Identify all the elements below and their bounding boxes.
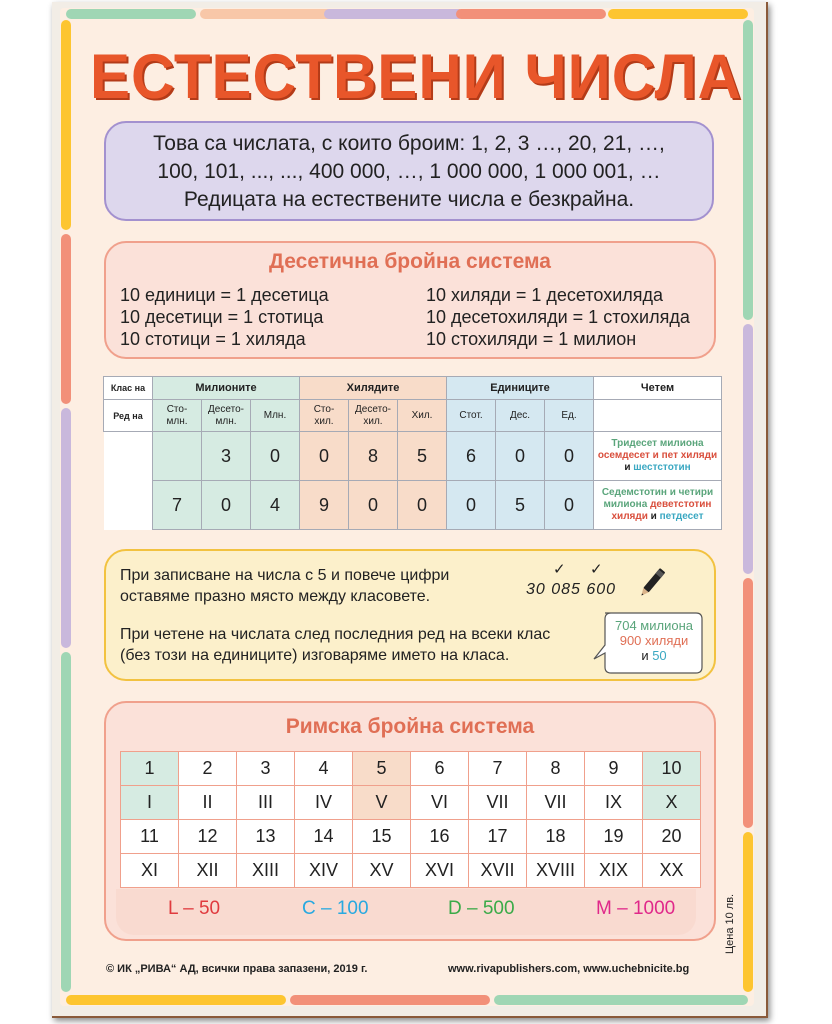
- rule-line: (без този на единиците) изговаряме името на класа.: [120, 647, 510, 664]
- place-value-table: [103, 376, 722, 530]
- roman-cell: VII: [469, 786, 527, 820]
- roman-cell: 2: [179, 752, 237, 786]
- roman-c-value: C – 100: [302, 898, 369, 919]
- digit-cell: [153, 432, 202, 481]
- roman-cell: XV: [353, 854, 411, 888]
- roman-cell: XVIII: [527, 854, 585, 888]
- writing-rules-box: [104, 549, 716, 681]
- frame-stripe: [324, 9, 464, 19]
- frame-stripe: [61, 234, 71, 404]
- digit-cell: 0: [398, 481, 447, 530]
- decimal-right-column: [426, 284, 690, 350]
- intro-line: 100, 101, ..., ..., 400 000, …, 1 000 000, 1 000 001, …: [157, 160, 661, 183]
- roman-system-title: Римска бройна система: [285, 715, 535, 738]
- digit-cell: 9: [300, 481, 349, 530]
- decimal-left-column: [120, 284, 329, 350]
- class-label: Клас на: [104, 377, 153, 400]
- digit-cell: 4: [251, 481, 300, 530]
- rank-header: Млн.: [251, 400, 300, 432]
- frame-stripe: [66, 9, 196, 19]
- reading-cell: [594, 432, 722, 481]
- intro-line: Това са числата, с които броим: 1, 2, 3 …, 20, 21, …,: [153, 132, 665, 155]
- frame-stripe: [743, 832, 753, 992]
- roman-cell: 9: [585, 752, 643, 786]
- class-millions: Милионите: [153, 377, 300, 400]
- reading-part: и: [650, 511, 657, 522]
- page-title: ЕСТЕСТВЕНИ ЧИСЛА: [89, 41, 743, 112]
- roman-cell: V: [353, 786, 411, 820]
- reading-part: осемдесет и пет хиляди: [597, 450, 718, 461]
- roman-cell: 17: [469, 820, 527, 854]
- roman-cell: 3: [237, 752, 295, 786]
- decimal-rule: 10 десетохиляди = 1 стохиляда: [426, 307, 690, 327]
- frame-stripe: [608, 9, 748, 19]
- frame-stripe: [66, 995, 286, 1005]
- roman-cell: 20: [643, 820, 701, 854]
- rule-writing: [120, 565, 449, 607]
- decimal-system-title: Десетична бройна система: [269, 250, 551, 273]
- frame-stripe: [290, 995, 490, 1005]
- roman-cell: XIX: [585, 854, 643, 888]
- rank-label: Ред на: [104, 400, 153, 432]
- check-mark: ✓: [553, 561, 566, 578]
- digit-cell: 6: [447, 432, 496, 481]
- roman-cell: 6: [411, 752, 469, 786]
- reading-part: и: [624, 462, 631, 473]
- digit-cell: 3: [202, 432, 251, 481]
- digit-cell: 7: [153, 481, 202, 530]
- digit-cell: 5: [496, 481, 545, 530]
- bubble-line: 50: [652, 648, 667, 663]
- roman-cell: VI: [411, 786, 469, 820]
- roman-cell: 7: [469, 752, 527, 786]
- frame-stripe: [61, 652, 71, 992]
- decimal-rule: 10 стотици = 1 хиляда: [120, 329, 306, 349]
- digit-cell: 0: [251, 432, 300, 481]
- example-number: 30 085 600: [526, 581, 617, 598]
- roman-d-value: D – 500: [448, 898, 515, 919]
- rank-header: Ед.: [545, 400, 594, 432]
- copyright-text: © ИК „РИВА“ АД, всички права запазени, 2019 г.: [106, 963, 368, 975]
- rank-header: Десето- млн.: [202, 400, 251, 432]
- roman-cell: XVII: [469, 854, 527, 888]
- frame-stripe: [743, 578, 753, 828]
- reading-part: Тридесет милиона: [611, 438, 704, 449]
- rule-line: При записване на числа с 5 и повече цифри: [120, 567, 450, 584]
- intro-line: Редицата на естествените числа е безкрайна.: [183, 188, 635, 211]
- rule-line: оставяме празно място между класовете.: [120, 588, 431, 605]
- roman-cell: XIV: [295, 854, 353, 888]
- roman-cell: 1: [121, 752, 179, 786]
- roman-cell: IX: [585, 786, 643, 820]
- rank-header: Сто- хил.: [300, 400, 349, 432]
- roman-cell: XX: [643, 854, 701, 888]
- reading-part: петдесет: [659, 511, 704, 522]
- class-units: Единиците: [447, 377, 594, 400]
- frame-stripe: [61, 408, 71, 648]
- spacer-cell: [104, 432, 153, 481]
- roman-cell: 14: [295, 820, 353, 854]
- spacer-cell: [104, 481, 153, 530]
- rule-line: При четене на числата след последния ред на всеки клас: [120, 626, 551, 643]
- rank-header: Десето- хил.: [349, 400, 398, 432]
- roman-cell: VII: [527, 786, 585, 820]
- roman-cell: 4: [295, 752, 353, 786]
- rank-header: Стот.: [447, 400, 496, 432]
- roman-cell: 10: [643, 752, 701, 786]
- roman-cell: XI: [121, 854, 179, 888]
- decimal-rule: 10 стохиляди = 1 милион: [426, 329, 637, 349]
- pen-icon: [636, 559, 676, 599]
- decimal-rule: 10 десетици = 1 стотица: [120, 307, 324, 327]
- roman-table: [120, 751, 701, 888]
- reading-cell: [594, 481, 722, 530]
- reading-part: хиляди: [611, 511, 648, 522]
- roman-cell: 19: [585, 820, 643, 854]
- roman-cell: I: [121, 786, 179, 820]
- reading-part: Седемстотин и четири: [601, 487, 714, 498]
- decimal-rule: 10 единици = 1 десетица: [120, 285, 329, 305]
- roman-cell: XVI: [411, 854, 469, 888]
- roman-l-value: L – 50: [168, 898, 221, 919]
- rank-header: Хил.: [398, 400, 447, 432]
- reading-part: деветстотин: [650, 499, 712, 510]
- digit-cell: 0: [496, 432, 545, 481]
- roman-cell: 16: [411, 820, 469, 854]
- roman-cell: 8: [527, 752, 585, 786]
- decimal-system-box: [104, 241, 716, 359]
- rank-header: Дес.: [496, 400, 545, 432]
- roman-m-value: M – 1000: [596, 898, 676, 919]
- bubble-text: [606, 618, 702, 663]
- roman-cell: III: [237, 786, 295, 820]
- rank-header: Сто- млн.: [153, 400, 202, 432]
- digit-cell: 0: [202, 481, 251, 530]
- roman-cell: II: [179, 786, 237, 820]
- intro-box: [104, 121, 714, 221]
- roman-cell: 13: [237, 820, 295, 854]
- roman-cell: 11: [121, 820, 179, 854]
- read-empty-cell: [594, 400, 722, 432]
- digit-cell: 0: [545, 432, 594, 481]
- frame-stripe: [456, 9, 606, 19]
- rule-reading: [120, 624, 550, 666]
- frame-stripe: [494, 995, 748, 1005]
- digit-cell: 0: [300, 432, 349, 481]
- check-mark: ✓: [590, 561, 603, 578]
- class-thousands: Хилядите: [300, 377, 447, 400]
- roman-cell: XII: [179, 854, 237, 888]
- bubble-line: и: [641, 648, 649, 663]
- roman-cell: 12: [179, 820, 237, 854]
- decimal-rule: 10 хиляди = 1 десетохиляда: [426, 285, 664, 305]
- digit-cell: 0: [545, 481, 594, 530]
- roman-system-box: [104, 701, 716, 941]
- digit-cell: 0: [447, 481, 496, 530]
- read-header: Четем: [594, 377, 722, 400]
- roman-cell: XIII: [237, 854, 295, 888]
- bubble-line: 704 милиона: [615, 618, 693, 633]
- digit-cell: 5: [398, 432, 447, 481]
- roman-cell: 5: [353, 752, 411, 786]
- roman-cell: 15: [353, 820, 411, 854]
- roman-cell: X: [643, 786, 701, 820]
- reading-part: шестстотин: [633, 462, 691, 473]
- digit-cell: 8: [349, 432, 398, 481]
- frame-stripe: [743, 324, 753, 574]
- bubble-line: 900 хиляди: [619, 633, 689, 648]
- price-label: Цена 10 лв.: [724, 893, 736, 954]
- digit-cell: 0: [349, 481, 398, 530]
- reading-part: милиона: [603, 499, 648, 510]
- roman-cell: 18: [527, 820, 585, 854]
- roman-cell: IV: [295, 786, 353, 820]
- websites-text: www.rivapublishers.com, www.uchebnicite.bg: [448, 963, 690, 975]
